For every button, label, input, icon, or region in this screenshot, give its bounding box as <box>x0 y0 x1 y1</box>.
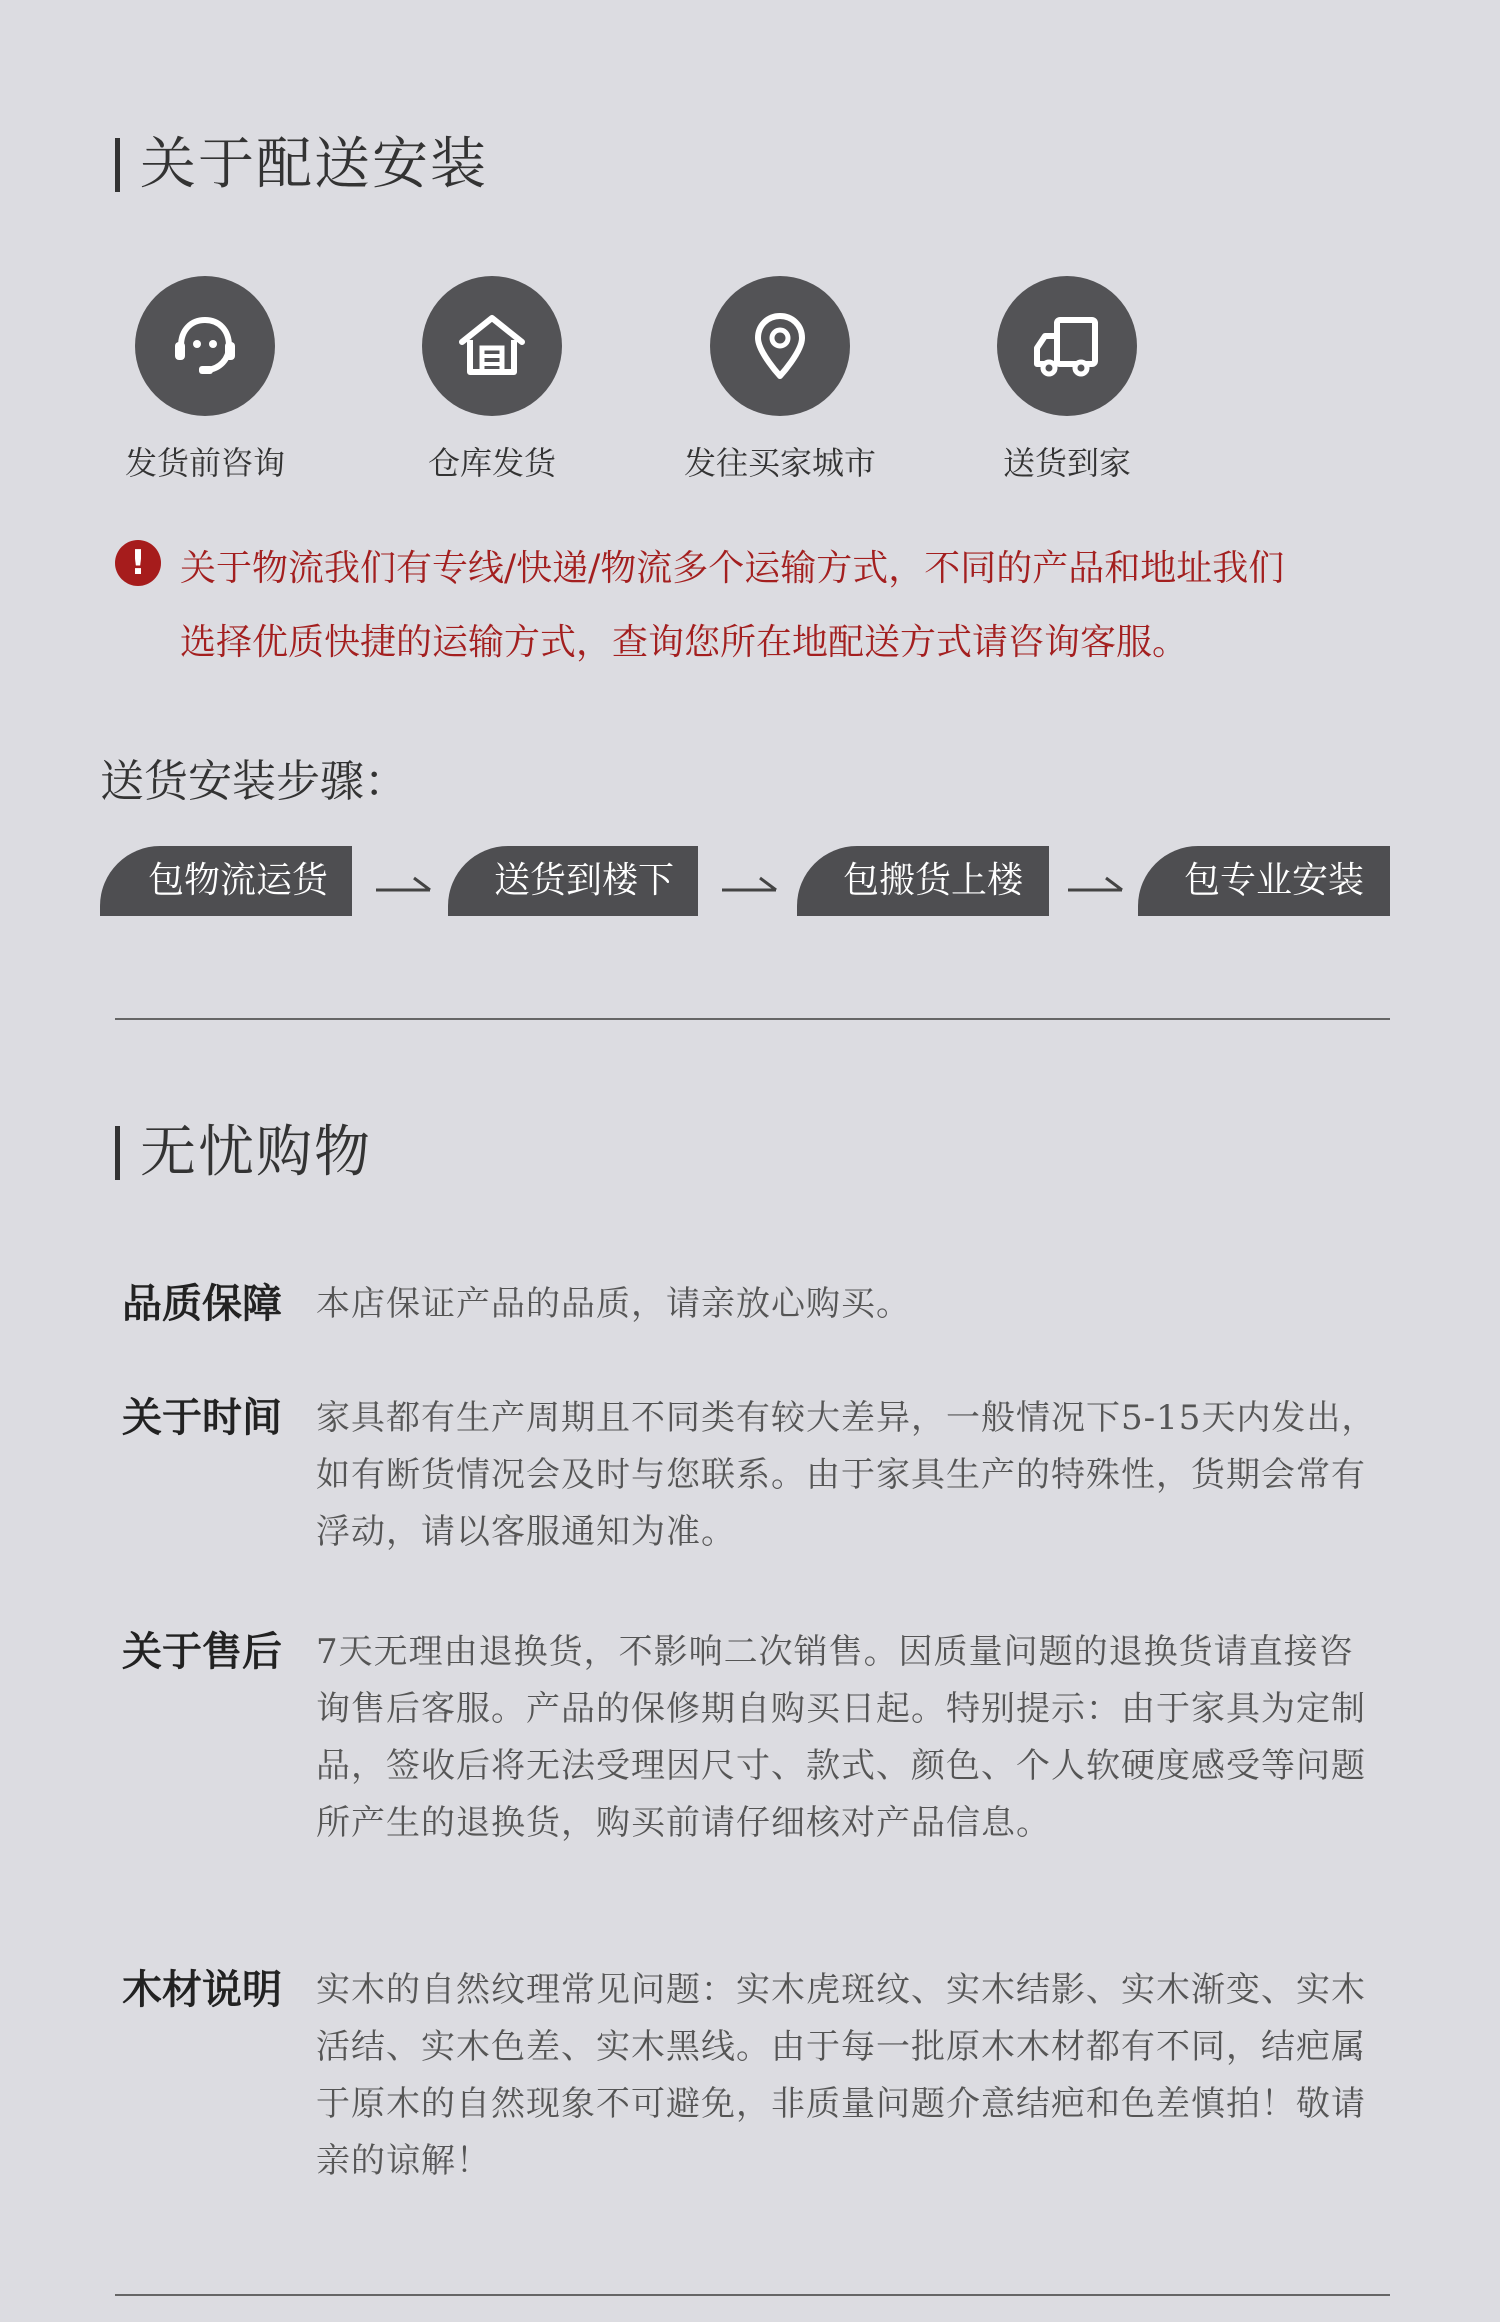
section-title-text: 无忧购物 <box>140 1120 372 1185</box>
step-item <box>100 846 352 916</box>
info-heading: 关于售后 <box>122 1628 282 1675</box>
info-body: 7天无理由退换货，不影响二次销售。因质量问题的退换货请直接咨询售后客服。产品的保修期自购买日起。特别提示：由于家具为定制品，签收后将无法受理因尺寸、款式、颜色、个人软硬度感受等问题所产生的退换货，购买前请仔细核对产品信息。 <box>316 1632 1366 1843</box>
truck-icon <box>997 276 1137 416</box>
info-heading: 木材说明 <box>122 1966 282 2013</box>
title-bar <box>115 1126 120 1180</box>
step-label: 包专业安装 <box>1184 860 1365 901</box>
info-body: 实木的自然纹理常见问题：实木虎斑纹、实木结影、实木渐变、实木活结、实木色差、实木黑线。由于每一批原木木材都有不同，结疤属于原木的自然现象不可避免，非质量问题介意结疤和色差慎拍！敬请亲的谅解！ <box>316 1970 1366 2181</box>
arrow-right-icon <box>1066 870 1124 894</box>
section-divider <box>115 2294 1390 2296</box>
arrow-right-icon <box>720 870 778 894</box>
service-label: 发往买家城市 <box>683 444 876 482</box>
logistics-notice <box>115 532 1405 680</box>
service-label: 送货到家 <box>1002 444 1131 482</box>
service-label: 仓库发货 <box>427 444 556 482</box>
info-heading: 关于时间 <box>122 1394 282 1441</box>
step-item <box>448 846 698 916</box>
step-item <box>797 846 1049 916</box>
service-list <box>100 276 1160 482</box>
arrow-right-icon <box>374 870 432 894</box>
section-title-worry-free <box>115 1122 372 1184</box>
step-item <box>1138 846 1390 916</box>
step-label: 包搬货上楼 <box>843 860 1024 901</box>
location-pin-icon <box>710 276 850 416</box>
service-item-home <box>947 276 1187 484</box>
step-label: 送货到楼下 <box>494 860 675 901</box>
info-heading: 品质保障 <box>122 1280 282 1327</box>
service-item-warehouse <box>372 276 612 484</box>
section-title-text: 关于配送安装 <box>140 132 488 197</box>
service-label: 发货前咨询 <box>124 444 285 482</box>
step-label: 包物流运货 <box>148 860 329 901</box>
section-divider <box>115 1018 1390 1020</box>
info-body: 本店保证产品的品质，请亲放心购买。 <box>316 1284 911 1324</box>
exclamation-icon: ! <box>115 540 161 586</box>
notice-line: 选择优质快捷的运输方式，查询您所在地配送方式请咨询客服。 <box>180 622 1189 663</box>
service-item-consult <box>85 276 325 484</box>
steps-title: 送货安装步骤： <box>100 756 408 807</box>
section-title-delivery <box>115 134 488 196</box>
title-bar <box>115 138 120 192</box>
info-body: 家具都有生产周期且不同类有较大差异，一般情况下5-15天内发出，如有断货情况会及时与您联系。由于家具生产的特殊性，货期会常有浮动，请以客服通知为准。 <box>316 1398 1377 1552</box>
delivery-steps <box>100 846 1400 918</box>
service-item-city <box>660 276 900 484</box>
notice-line: 关于物流我们有专线/快递/物流多个运输方式，不同的产品和地址我们 <box>180 548 1285 589</box>
notice-text <box>180 532 1405 680</box>
warehouse-icon <box>422 276 562 416</box>
headset-icon <box>135 276 275 416</box>
